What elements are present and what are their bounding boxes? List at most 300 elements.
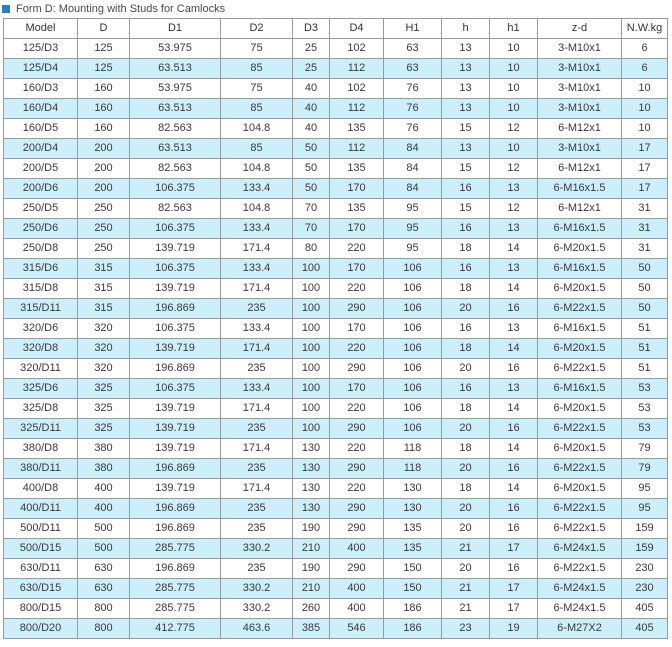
table-cell: 95 [384,239,442,259]
table-row [4,399,668,419]
table-row [4,259,668,279]
table-cell: 50 [293,159,330,179]
column-header: D [78,19,130,39]
table-row [4,539,668,559]
table-cell: 325/D11 [4,419,78,439]
table-row [4,59,668,79]
table-cell: 106 [384,379,442,399]
table-cell: 315/D8 [4,279,78,299]
table-cell: 412.775 [130,619,221,639]
table-cell: 14 [490,479,538,499]
table-cell: 196.869 [130,299,221,319]
table-cell: 82.563 [130,199,221,219]
table-cell: 12 [490,119,538,139]
table-cell: 139.719 [130,279,221,299]
table-cell: 125/D3 [4,39,78,59]
table-cell: 14 [490,439,538,459]
table-cell: 6-M22x1.5 [538,499,622,519]
table-cell: 13 [490,259,538,279]
table-cell: 76 [384,119,442,139]
table-cell: 260 [293,599,330,619]
column-header: H1 [384,19,442,39]
table-cell: 3-M10x1 [538,39,622,59]
table-cell: 500 [78,519,130,539]
table-cell: 315 [78,299,130,319]
table-cell: 6-M20x1.5 [538,239,622,259]
table-cell: 3-M10x1 [538,59,622,79]
table-cell: 135 [330,199,384,219]
table-cell: 18 [442,439,490,459]
table-cell: 500/D15 [4,539,78,559]
table-row [4,279,668,299]
table-cell: 106.375 [130,219,221,239]
table-cell: 106 [384,419,442,439]
table-cell: 20 [442,359,490,379]
table-cell: 200 [78,159,130,179]
table-cell: 20 [442,519,490,539]
table-cell: 400 [78,479,130,499]
table-cell: 106 [384,319,442,339]
table-cell: 546 [330,619,384,639]
table-cell: 500 [78,539,130,559]
table-cell: 463.6 [221,619,293,639]
table-cell: 104.8 [221,159,293,179]
table-cell: 80 [293,239,330,259]
table-cell: 106 [384,299,442,319]
table-cell: 235 [221,559,293,579]
table-cell: 6-M12x1 [538,159,622,179]
table-cell: 16 [490,499,538,519]
table-cell: 21 [442,579,490,599]
table-cell: 106 [384,279,442,299]
table-cell: 290 [330,299,384,319]
table-cell: 130 [384,499,442,519]
table-cell: 160/D5 [4,119,78,139]
table-cell: 20 [442,559,490,579]
table-cell: 230 [622,559,668,579]
table-cell: 130 [293,459,330,479]
table-row [4,479,668,499]
table-cell: 100 [293,279,330,299]
table-cell: 13 [442,139,490,159]
table-cell: 6-M22x1.5 [538,459,622,479]
table-cell: 63 [384,39,442,59]
table-cell: 170 [330,319,384,339]
table-cell: 250/D8 [4,239,78,259]
table-cell: 405 [622,619,668,639]
table-cell: 16 [442,259,490,279]
table-cell: 102 [330,39,384,59]
table-cell: 106.375 [130,319,221,339]
table-cell: 16 [442,319,490,339]
table-cell: 13 [442,39,490,59]
table-cell: 95 [384,199,442,219]
table-row [4,379,668,399]
table-cell: 16 [490,559,538,579]
table-cell: 320/D11 [4,359,78,379]
table-cell: 100 [293,399,330,419]
table-cell: 200/D6 [4,179,78,199]
table-cell: 325 [78,399,130,419]
table-cell: 330.2 [221,599,293,619]
table-cell: 325 [78,379,130,399]
table-cell: 106.375 [130,179,221,199]
table-cell: 10 [490,59,538,79]
table-cell: 63.513 [130,59,221,79]
table-cell: 6-M16x1.5 [538,379,622,399]
table-cell: 250 [78,219,130,239]
table-cell: 139.719 [130,339,221,359]
table-cell: 220 [330,279,384,299]
table-cell: 16 [490,459,538,479]
table-cell: 50 [293,179,330,199]
table-cell: 20 [442,299,490,319]
table-cell: 40 [293,79,330,99]
table-body [4,39,668,639]
table-cell: 14 [490,279,538,299]
column-header: D3 [293,19,330,39]
table-cell: 170 [330,179,384,199]
table-cell: 13 [490,379,538,399]
table-cell: 13 [490,179,538,199]
table-cell: 6-M22x1.5 [538,419,622,439]
table-cell: 405 [622,599,668,619]
column-header: D4 [330,19,384,39]
table-cell: 18 [442,279,490,299]
table-cell: 19 [490,619,538,639]
table-cell: 210 [293,539,330,559]
table-cell: 31 [622,199,668,219]
table-row [4,579,668,599]
table-cell: 16 [442,379,490,399]
table-cell: 380/D8 [4,439,78,459]
table-cell: 112 [330,59,384,79]
table-cell: 130 [293,479,330,499]
table-cell: 40 [293,99,330,119]
table-cell: 106 [384,399,442,419]
table-cell: 79 [622,459,668,479]
table-cell: 135 [330,159,384,179]
table-cell: 196.869 [130,519,221,539]
table-cell: 50 [293,139,330,159]
table-cell: 17 [490,539,538,559]
table-cell: 40 [293,119,330,139]
table-cell: 3-M10x1 [538,99,622,119]
table-cell: 13 [490,319,538,339]
table-cell: 160 [78,119,130,139]
table-cell: 3-M10x1 [538,139,622,159]
table-row [4,79,668,99]
table-cell: 235 [221,519,293,539]
table-cell: 10 [490,139,538,159]
table-cell: 160/D3 [4,79,78,99]
table-cell: 200 [78,179,130,199]
table-cell: 400/D11 [4,499,78,519]
table-cell: 159 [622,519,668,539]
table-cell: 170 [330,259,384,279]
table-cell: 139.719 [130,439,221,459]
table-cell: 63.513 [130,99,221,119]
table-cell: 186 [384,599,442,619]
table-cell: 85 [221,99,293,119]
table-cell: 6-M22x1.5 [538,299,622,319]
table-row [4,99,668,119]
table-cell: 170 [330,379,384,399]
table-cell: 220 [330,479,384,499]
table-cell: 51 [622,319,668,339]
table-cell: 380 [78,459,130,479]
table-cell: 18 [442,399,490,419]
table-cell: 220 [330,439,384,459]
table-cell: 95 [384,219,442,239]
table-cell: 250 [78,239,130,259]
table-cell: 235 [221,299,293,319]
table-cell: 18 [442,479,490,499]
table-cell: 315/D11 [4,299,78,319]
table-cell: 150 [384,579,442,599]
table-cell: 82.563 [130,159,221,179]
header-row [4,19,668,39]
specification-table [3,18,668,639]
table-cell: 118 [384,439,442,459]
table-cell: 320/D8 [4,339,78,359]
table-cell: 95 [622,479,668,499]
table-cell: 106.375 [130,259,221,279]
table-cell: 13 [442,99,490,119]
table-cell: 6-M20x1.5 [538,479,622,499]
table-cell: 50 [622,279,668,299]
table-cell: 14 [490,339,538,359]
table-cell: 139.719 [130,419,221,439]
table-cell: 70 [293,219,330,239]
table-cell: 10 [490,39,538,59]
table-cell: 135 [384,519,442,539]
table-cell: 125/D4 [4,59,78,79]
table-cell: 630 [78,559,130,579]
table-cell: 25 [293,59,330,79]
table-cell: 31 [622,239,668,259]
table-cell: 100 [293,319,330,339]
table-cell: 235 [221,499,293,519]
table-cell: 250 [78,199,130,219]
table-cell: 6-M16x1.5 [538,179,622,199]
table-cell: 20 [442,459,490,479]
table-cell: 17 [490,579,538,599]
table-cell: 6-M22x1.5 [538,519,622,539]
table-cell: 315/D6 [4,259,78,279]
table-cell: 171.4 [221,439,293,459]
table-cell: 20 [442,499,490,519]
table-cell: 10 [490,99,538,119]
table-cell: 320 [78,359,130,379]
table-cell: 104.8 [221,119,293,139]
table-cell: 6-M24x1.5 [538,579,622,599]
table-cell: 285.775 [130,599,221,619]
table-cell: 235 [221,419,293,439]
table-cell: 6-M24x1.5 [538,539,622,559]
table-cell: 380/D11 [4,459,78,479]
table-cell: 235 [221,459,293,479]
table-cell: 315 [78,259,130,279]
table-cell: 196.869 [130,559,221,579]
table-cell: 320 [78,319,130,339]
table-cell: 171.4 [221,239,293,259]
table-cell: 84 [384,179,442,199]
table-cell: 15 [442,119,490,139]
table-cell: 325/D6 [4,379,78,399]
table-cell: 250/D5 [4,199,78,219]
table-cell: 15 [442,199,490,219]
table-row [4,39,668,59]
table-cell: 160/D4 [4,99,78,119]
table-cell: 17 [490,599,538,619]
table-cell: 12 [490,199,538,219]
table-cell: 20 [442,419,490,439]
table-cell: 325 [78,419,130,439]
table-cell: 51 [622,359,668,379]
table-cell: 385 [293,619,330,639]
table-cell: 290 [330,499,384,519]
table-cell: 6-M16x1.5 [538,259,622,279]
table-cell: 290 [330,559,384,579]
table-row [4,319,668,339]
table-cell: 106 [384,359,442,379]
table-row [4,619,668,639]
table-cell: 25 [293,39,330,59]
table-cell: 16 [490,519,538,539]
table-cell: 53.975 [130,79,221,99]
table-cell: 133.4 [221,259,293,279]
table-cell: 630/D15 [4,579,78,599]
table-cell: 6-M12x1 [538,199,622,219]
table-cell: 75 [221,39,293,59]
table-cell: 16 [490,419,538,439]
table-cell: 75 [221,79,293,99]
square-bullet-icon [2,5,10,13]
table-cell: 139.719 [130,239,221,259]
table-cell: 400 [78,499,130,519]
table-cell: 100 [293,419,330,439]
table-cell: 320 [78,339,130,359]
table-cell: 112 [330,139,384,159]
table-cell: 190 [293,559,330,579]
table-cell: 106 [384,259,442,279]
table-cell: 325/D8 [4,399,78,419]
table-cell: 14 [490,399,538,419]
table-cell: 18 [442,239,490,259]
table-cell: 106 [384,339,442,359]
table-cell: 171.4 [221,339,293,359]
table-cell: 17 [622,159,668,179]
table-row [4,159,668,179]
table-cell: 630 [78,579,130,599]
table-cell: 186 [384,619,442,639]
table-cell: 230 [622,579,668,599]
table-cell: 800 [78,599,130,619]
table-cell: 171.4 [221,279,293,299]
table-cell: 6-M20x1.5 [538,439,622,459]
table-cell: 150 [384,559,442,579]
table-cell: 53 [622,379,668,399]
table-cell: 6 [622,39,668,59]
table-cell: 51 [622,339,668,359]
table-cell: 17 [622,179,668,199]
table-row [4,219,668,239]
column-header: D1 [130,19,221,39]
table-cell: 70 [293,199,330,219]
table-cell: 16 [442,219,490,239]
table-cell: 10 [622,119,668,139]
table-row [4,119,668,139]
table-cell: 6-M20x1.5 [538,339,622,359]
table-cell: 220 [330,339,384,359]
table-row [4,439,668,459]
table-cell: 171.4 [221,399,293,419]
table-cell: 76 [384,99,442,119]
table-cell: 106.375 [130,379,221,399]
table-cell: 95 [622,499,668,519]
table-cell: 290 [330,419,384,439]
table-cell: 100 [293,259,330,279]
table-cell: 16 [490,299,538,319]
table-row [4,139,668,159]
table-cell: 16 [442,179,490,199]
table-cell: 6-M27X2 [538,619,622,639]
table-row [4,179,668,199]
table-cell: 159 [622,539,668,559]
column-header: D2 [221,19,293,39]
table-cell: 400 [330,539,384,559]
table-cell: 6-M24x1.5 [538,599,622,619]
table-row [4,519,668,539]
table-cell: 6-M16x1.5 [538,319,622,339]
table-cell: 53 [622,419,668,439]
table-cell: 6-M16x1.5 [538,219,622,239]
table-cell: 6-M12x1 [538,119,622,139]
table-cell: 196.869 [130,359,221,379]
table-cell: 6 [622,59,668,79]
table-cell: 135 [330,119,384,139]
table-cell: 85 [221,59,293,79]
table-cell: 380 [78,439,130,459]
table-cell: 285.775 [130,539,221,559]
column-header: Model [4,19,78,39]
table-row [4,199,668,219]
table-cell: 16 [490,359,538,379]
table-cell: 63 [384,59,442,79]
table-cell: 800/D15 [4,599,78,619]
table-cell: 14 [490,239,538,259]
table-cell: 160 [78,99,130,119]
table-cell: 102 [330,79,384,99]
table-cell: 130 [293,499,330,519]
table-cell: 220 [330,239,384,259]
table-cell: 235 [221,359,293,379]
table-cell: 400 [330,579,384,599]
table-cell: 130 [293,439,330,459]
table-cell: 315 [78,279,130,299]
table-cell: 10 [490,79,538,99]
table-cell: 139.719 [130,479,221,499]
table-cell: 6-M22x1.5 [538,559,622,579]
table-cell: 210 [293,579,330,599]
table-cell: 200/D5 [4,159,78,179]
table-caption [0,0,672,18]
table-cell: 133.4 [221,179,293,199]
table-cell: 290 [330,519,384,539]
table-cell: 100 [293,359,330,379]
column-header: z-d [538,19,622,39]
